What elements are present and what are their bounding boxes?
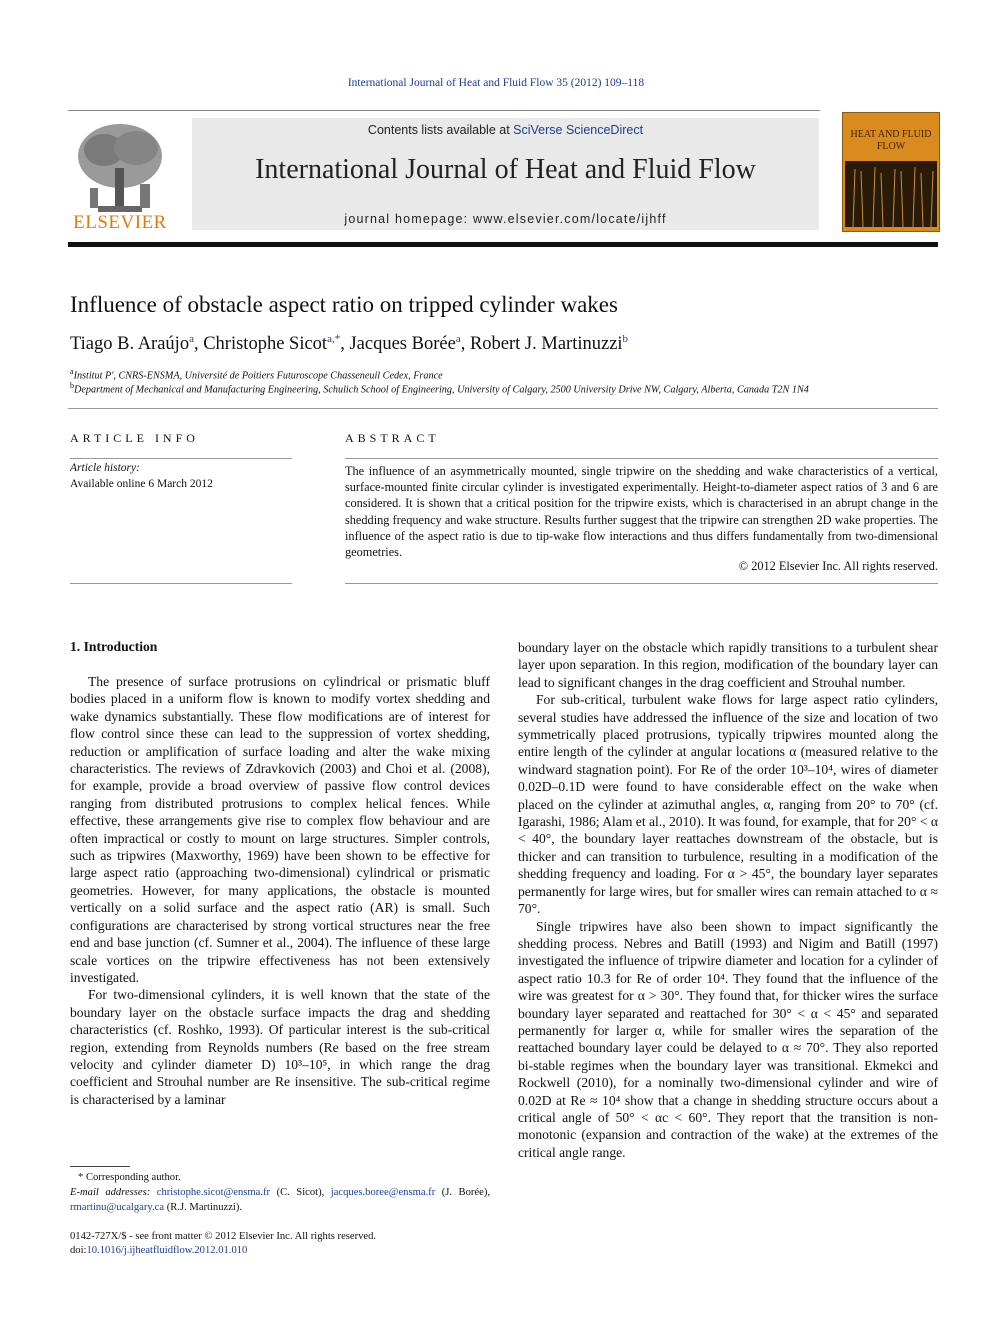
journal-banner	[192, 118, 819, 230]
sciencedirect-link[interactable]: SciVerse ScienceDirect	[513, 123, 644, 137]
article-info-bottom-rule	[70, 583, 292, 584]
corresponding-author-note: * Corresponding author.	[78, 1172, 181, 1183]
abstract-bottom-rule	[345, 583, 938, 584]
body-column-left	[70, 673, 490, 1108]
author-list: Tiago B. Araújo$^a$, Christophe Sicot$^{a,*}$, Jacques Borée$^a$, Robert J. Martinuzzi$^b$	[70, 333, 629, 355]
section-heading-introduction: 1. Introduction	[70, 639, 158, 654]
affiliation-b	[70, 381, 809, 395]
paragraph: For two-dimensional cylinders, it is well known that the state of the boundary layer on the obstacle surface impacts the drag and shedding characteristics (cf. Roshko, 1993). Of particular interest is the sub-critical region, extending from Reynolds numbers (Re based on the free stream velocity and cylinder diameter D) 10³–10⁵, in which range the drag coefficient and Strouhal number are Re insensitive. The sub-critical regime is characterised by a laminar	[70, 987, 490, 1107]
footnote-rule	[70, 1166, 130, 1167]
elsevier-wordmark: ELSEVIER	[73, 212, 167, 233]
affiliation-mark: a	[70, 367, 74, 376]
journal-citation[interactable]: International Journal of Heat and Fluid Flow 35 (2012) 109–118	[347, 77, 645, 89]
header-thick-rule	[68, 242, 938, 247]
author-affiliation-mark[interactable]: a,*	[327, 333, 341, 345]
email-owner: (R.J. Martinuzzi).	[166, 1201, 243, 1213]
cover-title: HEAT AND FLUID FLOW	[850, 129, 932, 152]
email-link[interactable]: jacques.boree@ensma.fr	[330, 1187, 436, 1198]
author-name: Tiago B. Araújo	[70, 334, 190, 355]
header-divider	[68, 110, 820, 111]
email-owner: (J. Borée),	[441, 1187, 490, 1198]
cover-image-icon	[845, 161, 937, 227]
article-info-rule	[70, 458, 292, 459]
article-info-heading: ARTICLE INFO	[70, 431, 199, 445]
doi-link[interactable]: 10.1016/j.ijheatfluidflow.2012.01.010	[86, 1245, 248, 1256]
homepage-line	[192, 212, 819, 226]
author-name: Jacques Borée	[349, 334, 456, 355]
author-affiliation-mark[interactable]: a	[455, 333, 461, 345]
author-name: Robert J. Martinuzzi	[469, 334, 623, 355]
email-footnote	[70, 1186, 490, 1215]
paragraph: For sub-critical, turbulent wake flows for large aspect ratio cylinders, several studies have addressed the influence of the size and location of two symmetrically placed protrusions, typically tripwires mounted along the entire length of the cylinder at angular locations α (measured relative to the windward stagnation point). For Re of the order 10³–10⁴, wires of diameter 0.02D–0.1D were found to have considerable effect on the wake when placed on the cylinder at azimuthal angles, α, ranging from 20° to 70° (cf. Igarashi, 1986; Alam et al., 2010). It was found, for example, that for 20° < α < 40°, the boundary layer reattaches downstream of the obstacle, but is thicker and can transition to turbulence, resulting in a modification of the shedding frequency and loading. For α > 45°, the boundary layer separates permanently for large wires, but for smaller wires can remain attached to α ≈ 70°.	[518, 692, 939, 917]
paragraph: The presence of surface protrusions on cylindrical or prismatic bluff bodies placed in a uniform flow is known to modify vortex shedding and wake dynamics substantially. These flow modifications are of interest for flow control since these can lead to the suppression of vortex shedding, reduction or amplification of surface loading and alter the wake mixing characteristics. The reviews of Zdravkovich (2003) and Choi et al. (2008), for example, provide a broad overview of passive flow control devices ranging from distributed protrusions to complex helical fences. While effective, these arrangements give rise to complex flow behaviour and are often impractical or costly to mount on large structures. Simpler controls, such as tripwires (Maxworthy, 1969) have been shown to be effective for large aspect ratio (approaching two-dimensional) cylindrical or prismatic geometries. However, for many applications, the obstacle is mounted vertically on a solid surface and the aspect ratio (AR) is small. Such configurations are characterised by strong vortical structures near the free end and base junction (cf. Sumner et al., 2004). The influence of these large scale vortices on the tripwire effectiveness has not been extensively investigated.	[70, 674, 490, 985]
email-link[interactable]: rmartinu@ucalgary.ca	[70, 1201, 165, 1213]
article-title: Influence of obstacle aspect ratio on tripped cylinder wakes	[70, 292, 618, 317]
author-affiliation-mark[interactable]: a	[189, 333, 194, 345]
abstract-copyright: © 2012 Elsevier Inc. All rights reserved.	[738, 559, 938, 573]
author-name: Christophe Sicot	[203, 334, 328, 355]
article-history-value: Available online 6 March 2012	[70, 478, 213, 490]
paragraph: Single tripwires have also been shown to impact significantly the shedding process. Nebres and Batill (1993) and Nigim and Batill (1997) investigated the influence of tripwire diameter and location for a cylinder of aspect ratio 10.3 for Re of order 10⁴. They found that the influence of the wire was greatest for α > 30°. They found that, for thicker wires the surface boundary layer separated and reattached for 30° < α < 45° and separated permanently for larger α, while for smaller wires the separation of the reattached boundary layer could be delayed to α ≈ 70°. They also reported bi-stable regimes when the boundary layer was transitional. Ekmekci and Rockwell (2010), for a nominally two-dimensional cylinder and wire of 0.02D at Re ≈ 10⁴ show that a change in shedding structure occurs about a critical angle of 50° < αc < 60°. They report that the transition is non-monotonic (expansion and contraction of the wake) at the extremes of the critical angle range.	[518, 918, 938, 1160]
affiliation-divider	[68, 408, 938, 409]
article-history-label: Article history:	[70, 462, 140, 474]
issn-line: 0142-727X/$ - see front matter © 2012 Elsevier Inc. All rights reserved.	[70, 1231, 377, 1242]
homepage-prefix: journal homepage:	[344, 212, 469, 226]
homepage-url[interactable]: www.elsevier.com/locate/ijhff	[472, 212, 667, 226]
email-link[interactable]: christophe.sicot@ensma.fr	[156, 1187, 271, 1198]
elsevier-logo[interactable]	[68, 118, 172, 236]
body-column-right	[518, 639, 938, 1161]
abstract-heading: ABSTRACT	[345, 431, 440, 445]
affiliation-text: Department of Mechanical and Manufacturing Engineering, Schulich School of Engineering, University of Calgary, 2500 University Drive NW, Calgary, Alberta, Canada T2N 1N4	[74, 384, 809, 396]
journal-name: International Journal of Heat and Fluid Flow	[255, 154, 756, 185]
paragraph: boundary layer on the obstacle which rapidly transitions to a turbulent shear layer upon separation. In this region, modification of the boundary layer can lead to significant changes in the drag coefficient and Strouhal number.	[518, 640, 938, 690]
abstract-rule	[345, 458, 938, 459]
email-label: E-mail addresses:	[70, 1187, 151, 1198]
journal-cover-thumbnail[interactable]	[842, 112, 940, 232]
affiliation-mark: b	[70, 381, 74, 390]
affiliation-text: Institut P', CNRS-ENSMA, Université de Poitiers Futuroscope Chasseneuil Cedex, France	[73, 370, 443, 382]
affiliation-a	[70, 367, 443, 381]
email-owner: (C. Sicot),	[276, 1187, 325, 1198]
abstract-body: The influence of an asymmetrically mounted, single tripwire on the shedding and wake characteristics of a vertical, surface-mounted finite circular cylinder is investigated experimentally. Height-to-diameter aspect ratios of 3 and 6 are considered. It is shown that a critical position for the tripwire exists, which is characterised in an abrupt change in the shedding frequency and wake structure. Results further suggest that the tripwire can strengthen 2D wake properties. The influence of the aspect ratio is due to tip-wake flow interactions and thus differs fundamentally from two-dimensional geometries.	[345, 464, 938, 560]
doi-line	[70, 1245, 247, 1256]
contents-prefix: Contents lists available at	[367, 123, 510, 137]
doi-prefix: doi:	[70, 1245, 87, 1256]
author-affiliation-mark[interactable]: b	[622, 333, 629, 345]
contents-line	[192, 123, 819, 137]
